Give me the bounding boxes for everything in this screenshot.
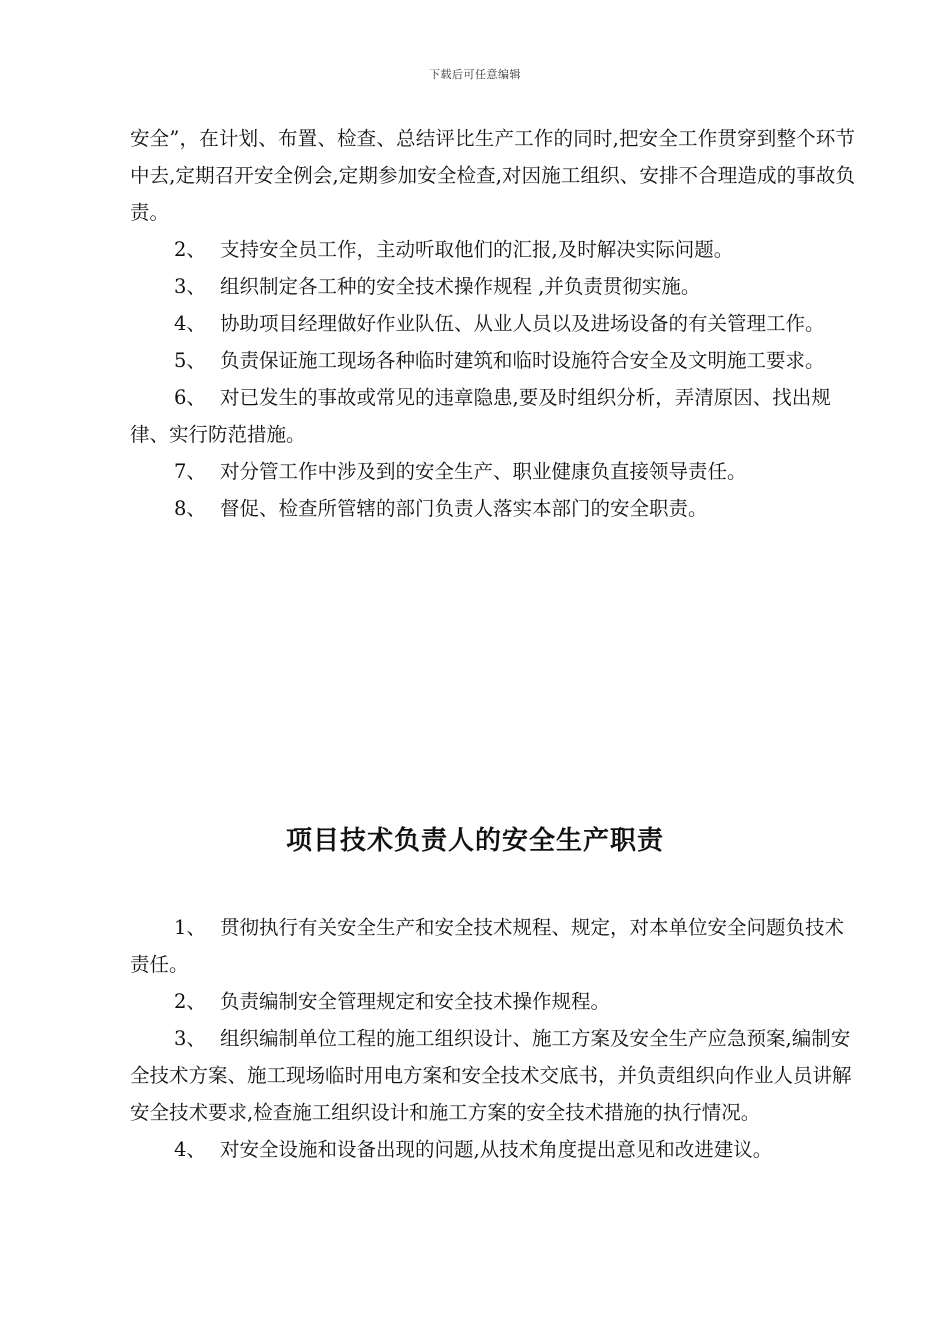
list-item (130, 342, 855, 379)
item-text: 对安全设施和设备出现的问题,从技术角度提出意见和改进建议。 (220, 1138, 773, 1161)
list-item (130, 909, 855, 983)
item-number: 4、 (174, 312, 206, 335)
item-text: 贯彻执行有关安全生产和安全技术规程、规定，对本单位安全问题负技术责任。 (130, 916, 845, 976)
item-number: 3、 (174, 275, 206, 298)
item-text: 负责编制安全管理规定和安全技术操作规程。 (220, 990, 611, 1013)
item-number: 1、 (174, 916, 206, 939)
item-text: 支持安全员工作，主动听取他们的汇报,及时解决实际问题。 (220, 238, 734, 261)
item-text: 对已发生的事故或常见的违章隐患,要及时组织分析，弄清原因、找出规律、实行防范措施。 (130, 386, 831, 446)
item-number: 6、 (174, 386, 206, 409)
item-text: 组织制定各工种的安全技术操作规程 ,并负责贯彻实施。 (220, 275, 701, 298)
section-2-title: 项目技术负责人的安全生产职责 (285, 826, 664, 856)
list-item (130, 268, 855, 305)
item-text: 负责保证施工现场各种临时建筑和临时设施符合安全及文明施工要求。 (220, 349, 825, 372)
list-item (130, 379, 855, 453)
item-text: 对分管工作中涉及到的安全生产、职业健康负直接领导责任。 (220, 460, 747, 483)
section-2-body (130, 909, 855, 1168)
list-item (130, 453, 855, 490)
section-1-intro: 安全”，在计划、布置、检查、总结评比生产工作的同时,把安全工作贯穿到整个环节中去,定期召开安全例会,定期参加安全检查,对因施工组织、安排不合理造成的事故负责。 (130, 127, 855, 224)
list-item (130, 305, 855, 342)
list-item (130, 231, 855, 268)
item-number: 2、 (174, 990, 206, 1013)
item-number: 7、 (174, 460, 206, 483)
list-item (130, 1131, 855, 1168)
list-item (130, 983, 855, 1020)
item-number: 5、 (174, 349, 206, 372)
page-header-note: 下载后可任意编辑 (429, 68, 521, 81)
item-number: 8、 (174, 497, 206, 520)
list-item (130, 490, 855, 527)
list-item (130, 1020, 855, 1131)
item-number: 2、 (174, 238, 206, 261)
item-text: 组织编制单位工程的施工组织设计、施工方案及安全生产应急预案,编制安全技术方案、施工现场临时用电方案和安全技术交底书，并负责组织向作业人员讲解安全技术要求,检查施工组织设计和施工方案的安全技术措施的执行情况。 (130, 1027, 852, 1124)
item-text: 督促、检查所管辖的部门负责人落实本部门的安全职责。 (220, 497, 708, 520)
item-number: 3、 (174, 1027, 206, 1050)
item-number: 4、 (174, 1138, 206, 1161)
section-1-body (130, 120, 855, 527)
item-text: 协助项目经理做好作业队伍、从业人员以及进场设备的有关管理工作。 (220, 312, 825, 335)
